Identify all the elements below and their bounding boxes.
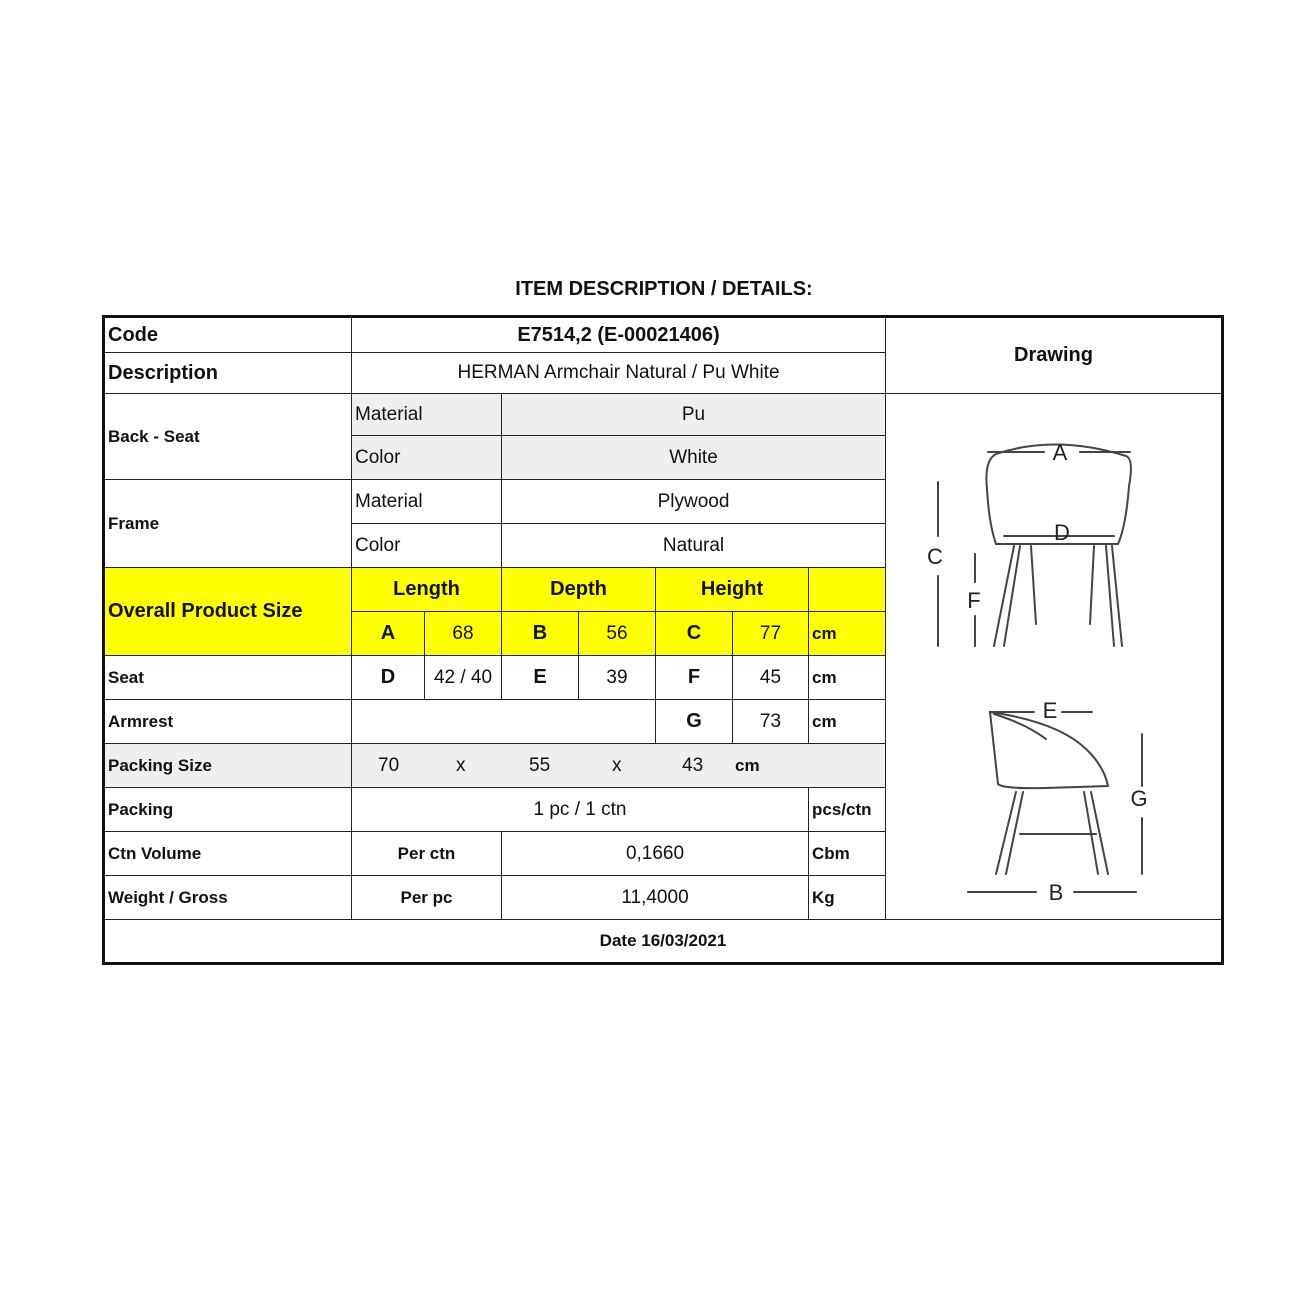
seat-label: Seat — [105, 656, 352, 700]
depth-header: Depth — [502, 568, 656, 612]
dim-c-letter: C — [656, 612, 733, 656]
sheet-title: ITEM DESCRIPTION / DETAILS: — [515, 278, 813, 300]
dim-d-value: 42 / 40 — [425, 656, 502, 700]
diagram-letter-c: C — [927, 544, 943, 569]
code-value: E7514,2 (E-00021406) — [352, 318, 886, 353]
armrest-label: Armrest — [105, 700, 352, 744]
dim-b-letter: B — [502, 612, 579, 656]
dim-a-letter: A — [352, 612, 425, 656]
back-seat-label: Back - Seat — [105, 394, 352, 480]
dim-g-letter: G — [656, 700, 733, 744]
front-view-chair — [986, 444, 1131, 646]
ctn-volume-value: 0,1660 — [502, 832, 809, 876]
frame-label: Frame — [105, 480, 352, 568]
weight-value: 11,4000 — [502, 876, 809, 920]
diagram-letter-g: G — [1130, 786, 1148, 811]
packing-value: 1 pc / 1 ctn — [352, 788, 809, 832]
frame-material-label: Material — [352, 480, 502, 524]
dim-b-value: 56 — [579, 612, 656, 656]
seat-unit: cm — [809, 656, 886, 700]
frame-color-value: Natural — [502, 524, 886, 568]
packing-size-values — [352, 744, 886, 788]
date-footer: Date 16/03/2021 — [599, 931, 727, 950]
side-view-chair — [990, 712, 1108, 874]
dim-c-value: 77 — [733, 612, 809, 656]
packing-size-x1: x — [456, 754, 466, 776]
packing-size-unit: cm — [735, 755, 760, 775]
weight-label: Weight / Gross — [105, 876, 352, 920]
dim-e-value: 39 — [579, 656, 656, 700]
chair-drawing — [886, 394, 1221, 920]
packing-size-height: 43 — [682, 754, 704, 776]
diagram-letter-d: D — [1054, 520, 1070, 545]
product-spec-sheet — [102, 315, 1224, 965]
back-seat-color-value: White — [502, 436, 886, 480]
back-seat-material-label: Material — [352, 394, 502, 436]
drawing-header: Drawing — [886, 318, 1221, 394]
dim-d-letter: D — [352, 656, 425, 700]
description-value: HERMAN Armchair Natural / Pu White — [352, 353, 886, 394]
dim-e-letter: E — [502, 656, 579, 700]
dim-g-value: 73 — [733, 700, 809, 744]
length-header: Length — [352, 568, 502, 612]
packing-label: Packing — [105, 788, 352, 832]
height-header: Height — [656, 568, 809, 612]
back-seat-color-label: Color — [352, 436, 502, 480]
diagram-letter-a: A — [1052, 440, 1068, 465]
armrest-empty-cell — [352, 700, 656, 744]
overall-unit: cm — [809, 612, 886, 656]
code-label: Code — [105, 318, 352, 353]
ctn-volume-per: Per ctn — [352, 832, 502, 876]
packing-size-width: 55 — [529, 754, 551, 776]
weight-per: Per pc — [352, 876, 502, 920]
frame-material-value: Plywood — [502, 480, 886, 524]
description-label: Description — [105, 353, 352, 394]
packing-size-x2: x — [612, 754, 622, 776]
frame-color-label: Color — [352, 524, 502, 568]
dim-f-value: 45 — [733, 656, 809, 700]
drawing-area — [886, 394, 1221, 920]
weight-unit: Kg — [809, 876, 886, 920]
dim-a-value: 68 — [425, 612, 502, 656]
diagram-letter-e: E — [1042, 698, 1058, 723]
packing-size-length: 70 — [378, 754, 400, 776]
ctn-volume-label: Ctn Volume — [105, 832, 352, 876]
overall-size-label: Overall Product Size — [105, 568, 352, 656]
back-seat-material-value: Pu — [502, 394, 886, 436]
dim-f-letter: F — [656, 656, 733, 700]
packing-unit: pcs/ctn — [809, 788, 886, 832]
diagram-letter-f: F — [967, 588, 981, 613]
overall-empty-cell — [809, 568, 886, 612]
diagram-letter-b: B — [1048, 880, 1064, 905]
armrest-unit: cm — [809, 700, 886, 744]
ctn-volume-unit: Cbm — [809, 832, 886, 876]
packing-size-label: Packing Size — [105, 744, 352, 788]
